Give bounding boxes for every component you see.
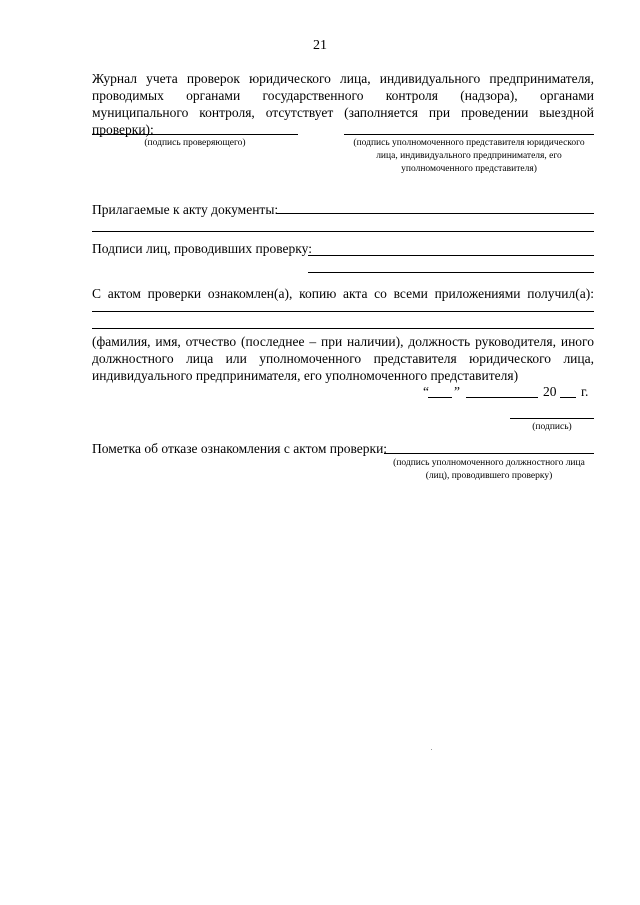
refusal-line: [384, 453, 594, 454]
date-month-line: [466, 397, 538, 398]
date-open-quote: “: [423, 384, 429, 399]
representative-signature-line: [344, 134, 594, 135]
page-number: 21: [313, 38, 327, 53]
inspector-signature-line: [92, 134, 298, 135]
date-close-quote: ”: [454, 384, 460, 399]
acquainted-line-2: [92, 328, 594, 329]
journal-paragraph: Журнал учета проверок юридического лица, индивидуального предпринимателя, проводимых органами государственного контроля (надзора), органами муниципального контроля, отсутствует (заполняется при проведении выездной проверки):: [92, 71, 594, 137]
date-year-line: [560, 397, 576, 398]
date-year-prefix: 20: [543, 384, 557, 399]
scan-speck: [431, 749, 432, 750]
inspectors-signatures-line-2: [308, 272, 594, 273]
attached-docs-line-2: [92, 231, 594, 232]
date-day-line: [428, 397, 452, 398]
refusal-label: Пометка об отказе ознакомления с актом проверки:: [92, 441, 388, 456]
acquainted-line-1: [92, 311, 594, 312]
signature-caption: (подпись): [532, 422, 572, 432]
refusal-caption: (подпись уполномоченного должностного лица (лиц), проводившего проверку): [393, 458, 585, 481]
attached-docs-label: Прилагаемые к акту документы:: [92, 202, 279, 217]
inspectors-signatures-label: Подписи лиц, проводивших проверку:: [92, 241, 312, 256]
date-year-suffix: г.: [581, 384, 589, 399]
fio-caption-paragraph: (фамилия, имя, отчество (последнее – при наличии), должность руководителя, иного должностного лица или уполномоченного представителя юридического лица, индивидуального предпринимателя, его уполномоченного представителя): [92, 334, 594, 383]
acquainted-paragraph: С актом проверки ознакомлен(а), копию акта со всеми приложениями получил(а):: [92, 286, 594, 301]
inspectors-signatures-line-1: [308, 255, 594, 256]
inspector-signature-caption: (подпись проверяющего): [144, 138, 246, 148]
attached-docs-line-1: [276, 213, 594, 214]
signature-line: [510, 418, 594, 419]
representative-signature-caption: (подпись уполномоченного представителя юридического лица, индивидуального предпринимателя, его уполномоченного представителя): [353, 138, 585, 174]
